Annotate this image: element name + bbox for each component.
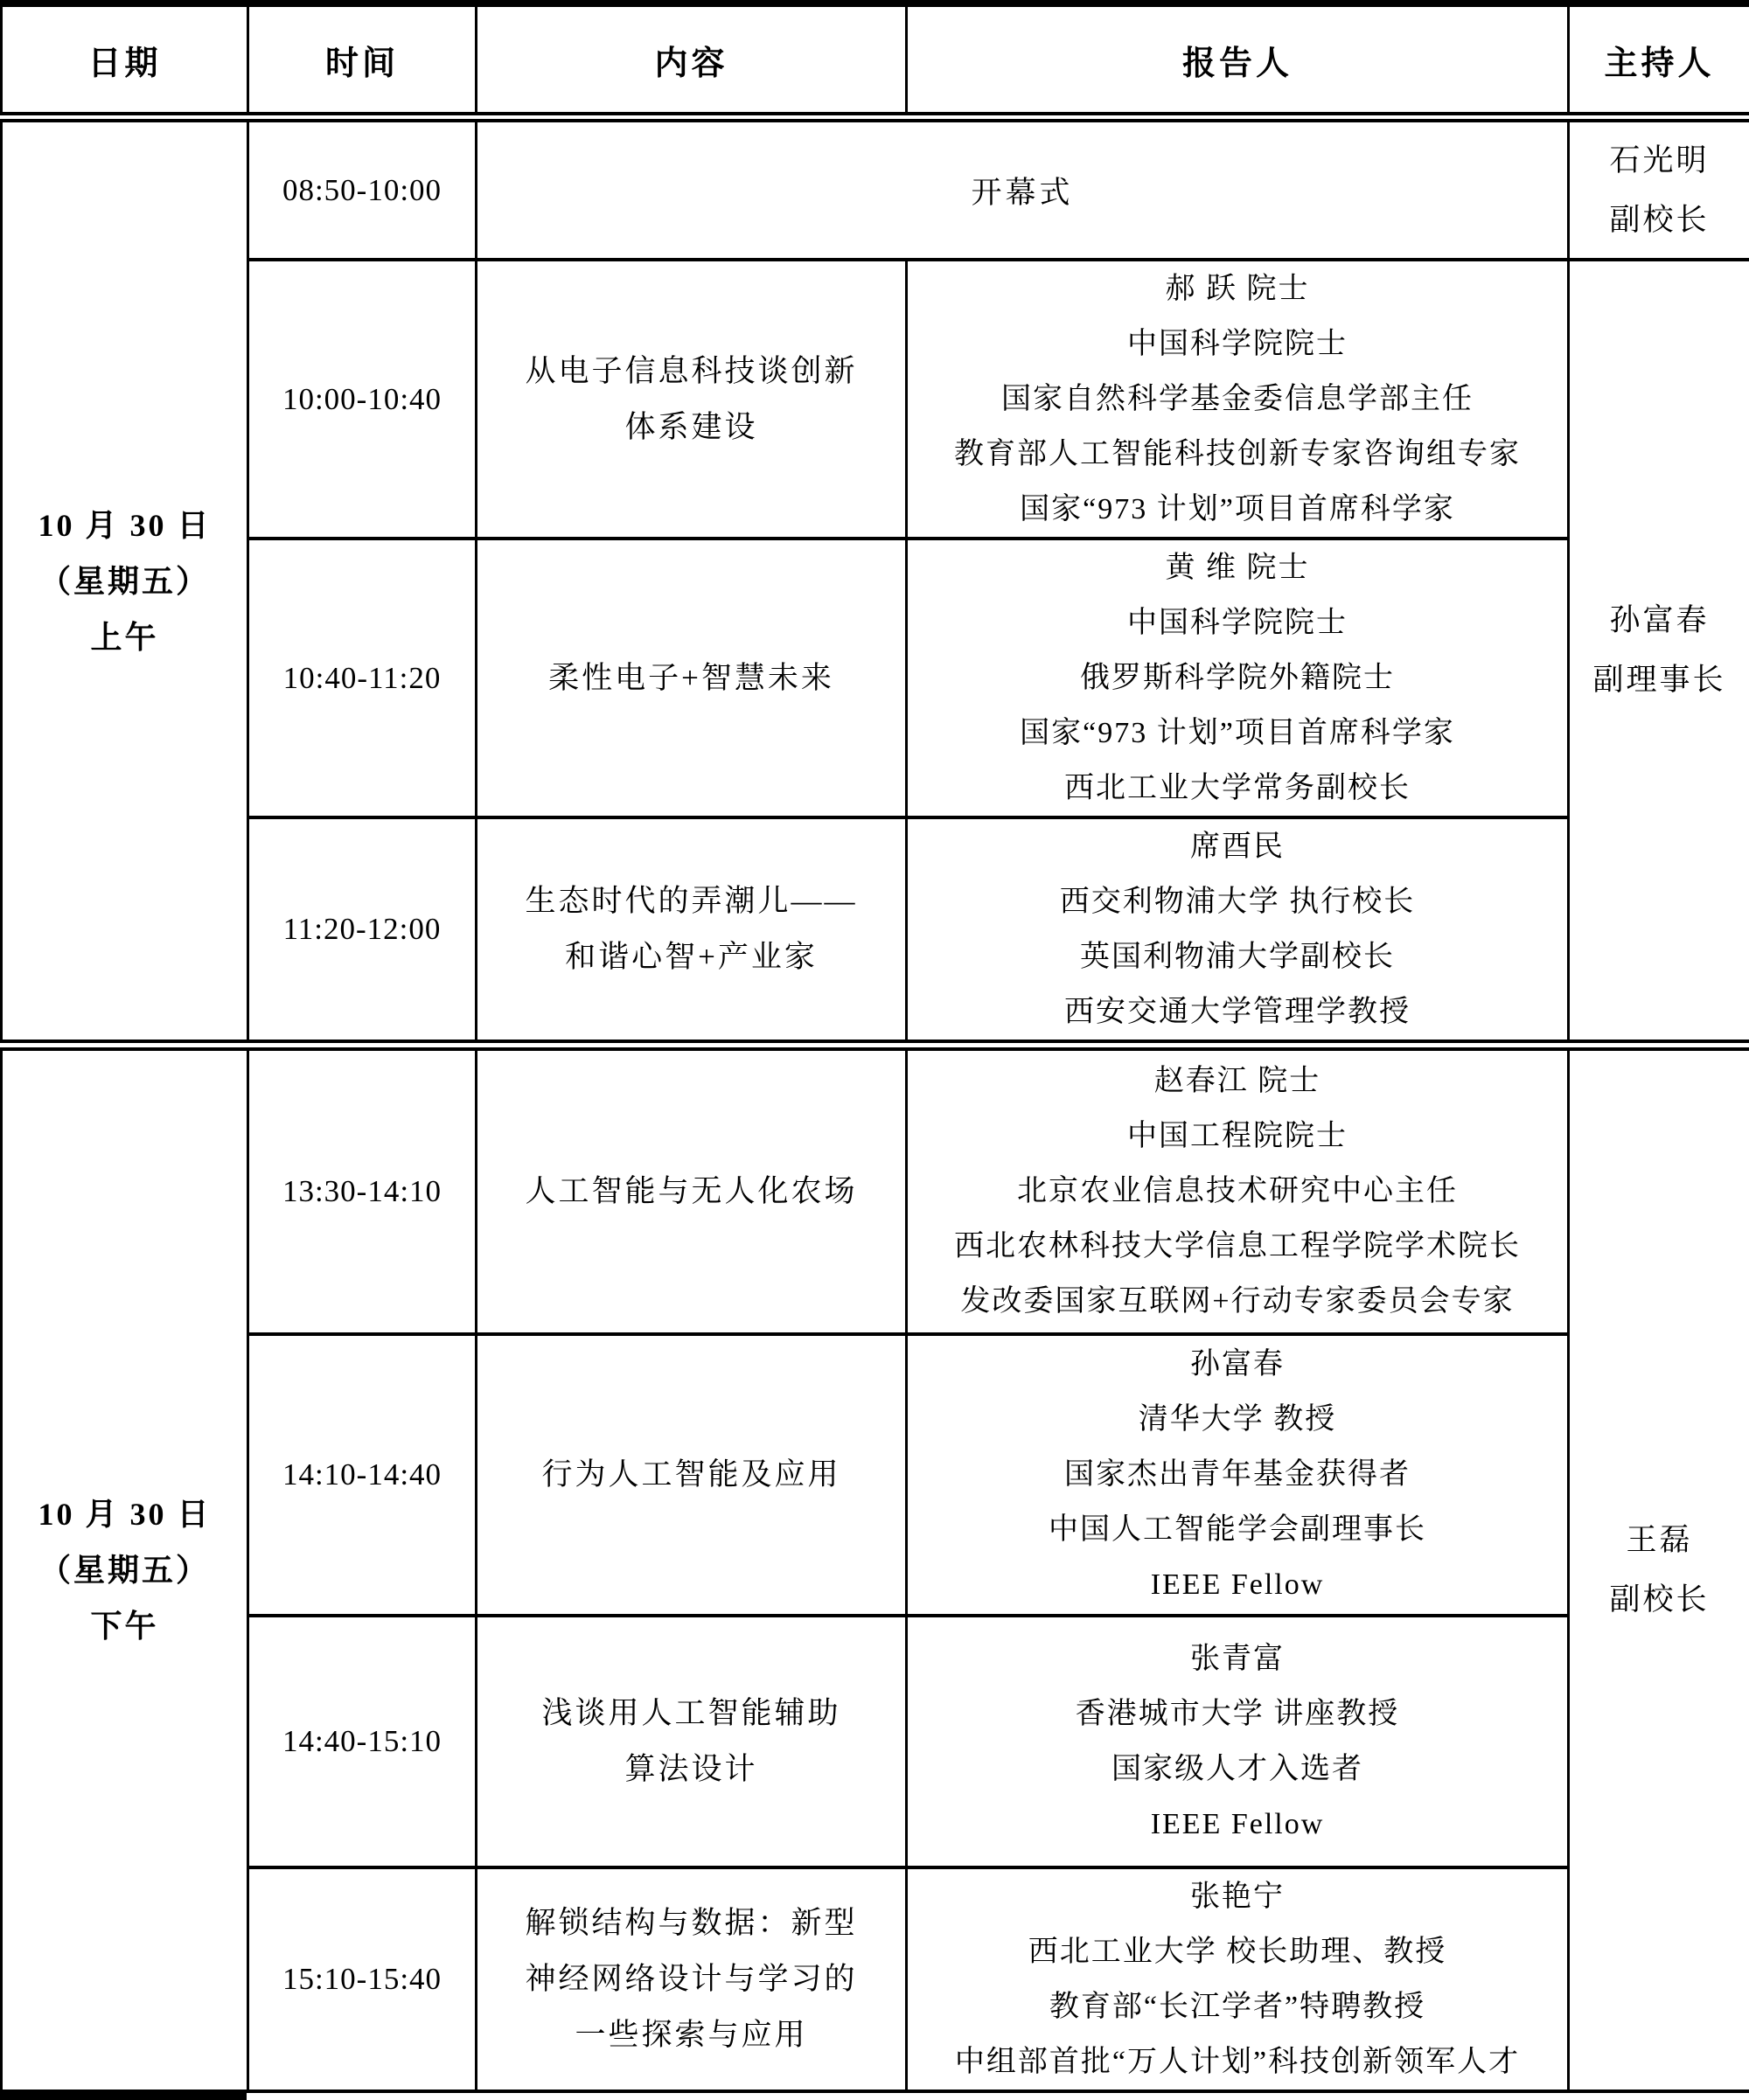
talk-title-line: 解锁结构与数据：新型 [525, 1905, 858, 1940]
speaker-line: 中国科学院院士 [1127, 607, 1348, 639]
content-cell [477, 1867, 907, 2091]
row-talk-2 [2, 539, 1749, 817]
bottom-cutoff-border [0, 2093, 247, 2100]
speaker-line: 国家自然科学基金委信息学部主任 [1001, 383, 1474, 415]
event-cell-opening: 开幕式 [477, 117, 1569, 260]
speaker-line: 郝 跃 院士 [1165, 273, 1310, 305]
talk-title-line: 人工智能与无人化农场 [525, 1173, 858, 1208]
talk-title-line: 浅谈用人工智能辅助 [541, 1695, 841, 1730]
date-cell-morning [2, 117, 248, 1046]
content-cell [477, 817, 907, 1046]
speaker-line: 西北工业大学 校长助理、教授 [1028, 1935, 1447, 1968]
speaker-line: 教育部人工智能科技创新专家咨询组专家 [954, 438, 1521, 470]
speaker-line: 孙富春 [1190, 1348, 1285, 1380]
date-cell-afternoon [2, 1046, 248, 2091]
host-name: 王磊 [1626, 1522, 1693, 1557]
host-name: 石光明 [1609, 143, 1710, 177]
time-cell: 13:30-14:10 [248, 1046, 477, 1334]
header-cell-content: 内容 [477, 3, 907, 117]
speaker-cell [907, 260, 1569, 539]
time-cell: 14:40-15:10 [248, 1616, 477, 1867]
speaker-line: IEEE Fellow [1150, 1807, 1325, 1840]
row-talk-7 [2, 1867, 1749, 2091]
speaker-line: 西北农林科技大学信息工程学院学术院长 [954, 1230, 1521, 1263]
speaker-line: 中国人工智能学会副理事长 [1049, 1513, 1426, 1546]
host-cell-shiguangming [1569, 117, 1749, 260]
speaker-cell [907, 1334, 1569, 1616]
date-line: 10 月 30 日 [38, 507, 212, 543]
speaker-cell [907, 817, 1569, 1046]
host-cell-sunfuchun [1569, 260, 1749, 1046]
header-row [2, 3, 1749, 117]
speaker-line: 西安交通大学管理学教授 [1064, 996, 1411, 1028]
content-cell [477, 1046, 907, 1334]
content-cell [477, 260, 907, 539]
talk-title-line: 柔性电子+智慧未来 [548, 660, 834, 695]
speaker-line: 国家“973 计划”项目首席科学家 [1020, 493, 1455, 525]
time-cell: 14:10-14:40 [248, 1334, 477, 1616]
speaker-line: 教育部“长江学者”特聘教授 [1049, 1990, 1426, 2023]
row-talk-4 [2, 1046, 1749, 1334]
date-line: 上午 [90, 619, 159, 655]
speaker-line: 英国利物浦大学副校长 [1080, 941, 1395, 973]
host-name: 孙富春 [1609, 603, 1710, 637]
header-cell-host: 主持人 [1569, 3, 1749, 117]
speaker-cell [907, 1867, 1569, 2091]
date-line: （星期五） [38, 563, 210, 599]
time-cell: 10:40-11:20 [248, 539, 477, 817]
header-cell-date: 日期 [2, 3, 248, 117]
speaker-line: 张艳宁 [1190, 1880, 1285, 1913]
speaker-line: 国家“973 计划”项目首席科学家 [1020, 717, 1455, 749]
speaker-line: 西北工业大学常务副校长 [1064, 772, 1411, 804]
speaker-line: 中国科学院院士 [1127, 328, 1348, 360]
speaker-line: 西交利物浦大学 执行校长 [1059, 886, 1416, 918]
row-opening-ceremony [2, 117, 1749, 260]
host-cell-wanglei [1569, 1046, 1749, 2091]
speaker-line: 席酉民 [1190, 831, 1285, 863]
speaker-cell [907, 539, 1569, 817]
date-line: 10 月 30 日 [38, 1496, 212, 1532]
speaker-line: 张青富 [1190, 1642, 1285, 1675]
date-line: 下午 [90, 1608, 159, 1644]
talk-title-line: 体系建设 [624, 409, 758, 444]
speaker-cell [907, 1616, 1569, 1867]
row-talk-5 [2, 1334, 1749, 1616]
speaker-line: 中组部首批“万人计划”科技创新领军人才 [954, 2045, 1521, 2078]
speaker-line: 国家级人才入选者 [1111, 1752, 1363, 1785]
talk-title-line: 生态时代的弄潮儿—— [525, 884, 858, 918]
talk-title-line: 和谐心智+产业家 [565, 940, 818, 974]
time-cell: 08:50-10:00 [248, 117, 477, 260]
talk-title-line: 算法设计 [624, 1751, 758, 1786]
talk-title-line: 从电子信息科技谈创新 [525, 353, 858, 388]
time-cell: 11:20-12:00 [248, 817, 477, 1046]
row-talk-6 [2, 1616, 1749, 1867]
time-cell: 10:00-10:40 [248, 260, 477, 539]
speaker-line: 中国工程院院士 [1127, 1120, 1348, 1153]
content-cell [477, 539, 907, 817]
row-talk-1 [2, 260, 1749, 539]
content-cell [477, 1616, 907, 1867]
date-line: （星期五） [38, 1552, 210, 1588]
talk-title-line: 一些探索与应用 [575, 2017, 808, 2052]
speaker-line: 俄罗斯科学院外籍院士 [1080, 662, 1395, 694]
time-cell: 15:10-15:40 [248, 1867, 477, 2091]
speaker-line: 赵春江 院士 [1153, 1065, 1321, 1098]
speaker-line: 香港城市大学 讲座教授 [1075, 1697, 1400, 1730]
talk-title-line: 神经网络设计与学习的 [525, 1961, 858, 1996]
content-cell [477, 1334, 907, 1616]
speaker-line: IEEE Fellow [1150, 1568, 1325, 1601]
speaker-line: 国家杰出青年基金获得者 [1064, 1458, 1411, 1491]
speaker-line: 黄 维 院士 [1165, 552, 1310, 584]
talk-title-line: 行为人工智能及应用 [541, 1457, 841, 1492]
host-title: 副校长 [1609, 202, 1710, 237]
host-title: 副校长 [1609, 1582, 1710, 1617]
header-cell-time: 时间 [248, 3, 477, 117]
speaker-line: 发改委国家互联网+行动专家委员会专家 [960, 1285, 1515, 1318]
header-cell-speaker: 报告人 [907, 3, 1569, 117]
speaker-line: 北京农业信息技术研究中心主任 [1017, 1175, 1458, 1208]
speaker-cell [907, 1046, 1569, 1334]
speaker-line: 清华大学 教授 [1138, 1403, 1337, 1436]
row-talk-3 [2, 817, 1749, 1046]
host-title: 副理事长 [1592, 663, 1726, 697]
